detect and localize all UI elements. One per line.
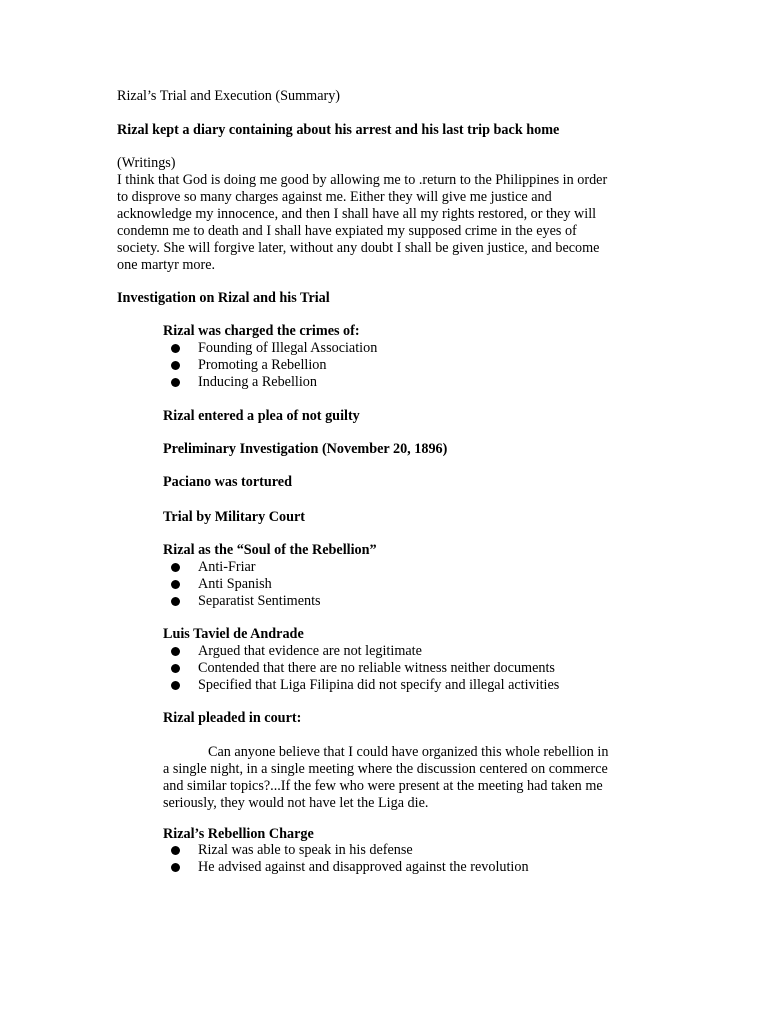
bullet-icon	[171, 378, 180, 387]
bullet-icon	[171, 563, 180, 572]
writings-line: society. She will forgive later, without any doubt I shall be given justice, and become	[117, 240, 600, 256]
bullet-icon	[171, 647, 180, 656]
rebellion-charge-heading: Rizal’s Rebellion Charge	[163, 826, 314, 842]
bullet-icon	[171, 863, 180, 872]
writings-line: I think that God is doing me good by allowing me to .return to the Philippines in order	[117, 172, 608, 188]
soul-heading: Rizal as the “Soul of the Rebellion”	[163, 542, 377, 558]
list-item-text: Anti Spanish	[198, 576, 272, 592]
list-item-text: Promoting a Rebellion	[198, 357, 327, 373]
bullet-icon	[171, 664, 180, 673]
diary-heading: Rizal kept a diary containing about his arrest and his last trip back home	[117, 122, 560, 138]
list-item-text: Inducing a Rebellion	[198, 374, 317, 390]
list-item-text: Anti-Friar	[198, 559, 256, 575]
pleaded-heading: Rizal pleaded in court:	[163, 710, 302, 726]
writings-line: one martyr more.	[117, 257, 216, 273]
writings-label: (Writings)	[117, 155, 176, 171]
list-item-text: Contended that there are no reliable witness neither documents	[198, 660, 555, 676]
list-item-text: Separatist Sentiments	[198, 593, 321, 609]
list-item-text: Argued that evidence are not legitimate	[198, 643, 422, 659]
bullet-icon	[171, 580, 180, 589]
investigation-heading: Investigation on Rizal and his Trial	[117, 290, 330, 306]
paciano-heading: Paciano was tortured	[163, 474, 292, 490]
list-item-text: Specified that Liga Filipina did not specify and illegal activities	[198, 677, 560, 693]
charges-heading: Rizal was charged the crimes of:	[163, 323, 360, 339]
quote-line: seriously, they would not have let the Liga die.	[163, 795, 429, 811]
plea-heading: Rizal entered a plea of not guilty	[163, 408, 360, 424]
military-court-heading: Trial by Military Court	[163, 509, 305, 525]
bullet-icon	[171, 846, 180, 855]
list-item-text: Founding of Illegal Association	[198, 340, 378, 356]
bullet-icon	[171, 344, 180, 353]
list-item-text: He advised against and disapproved against the revolution	[198, 859, 529, 875]
list-item-text: Rizal was able to speak in his defense	[198, 842, 413, 858]
writings-line: condemn me to death and I shall have expiated my supposed crime in the eyes of	[117, 223, 577, 239]
quote-line: a single night, in a single meeting where the discussion centered on commerce	[163, 761, 608, 777]
document-title: Rizal’s Trial and Execution (Summary)	[117, 88, 341, 104]
quote-line: Can anyone believe that I could have organized this whole rebellion in	[208, 744, 609, 760]
writings-paragraph	[117, 172, 607, 274]
bullet-icon	[171, 361, 180, 370]
bullet-icon	[171, 681, 180, 690]
writings-line: acknowledge my innocence, and then I shall have all my rights restored, or they will	[117, 206, 597, 222]
preliminary-heading: Preliminary Investigation (November 20, 1896)	[163, 441, 448, 457]
quote-line: and similar topics?...If the few who were present at the meeting had taken me	[163, 778, 603, 794]
bullet-icon	[171, 597, 180, 606]
writings-line: to disprove so many charges against me. Either they will give me justice and	[117, 189, 552, 205]
taviel-heading: Luis Taviel de Andrade	[163, 626, 304, 642]
